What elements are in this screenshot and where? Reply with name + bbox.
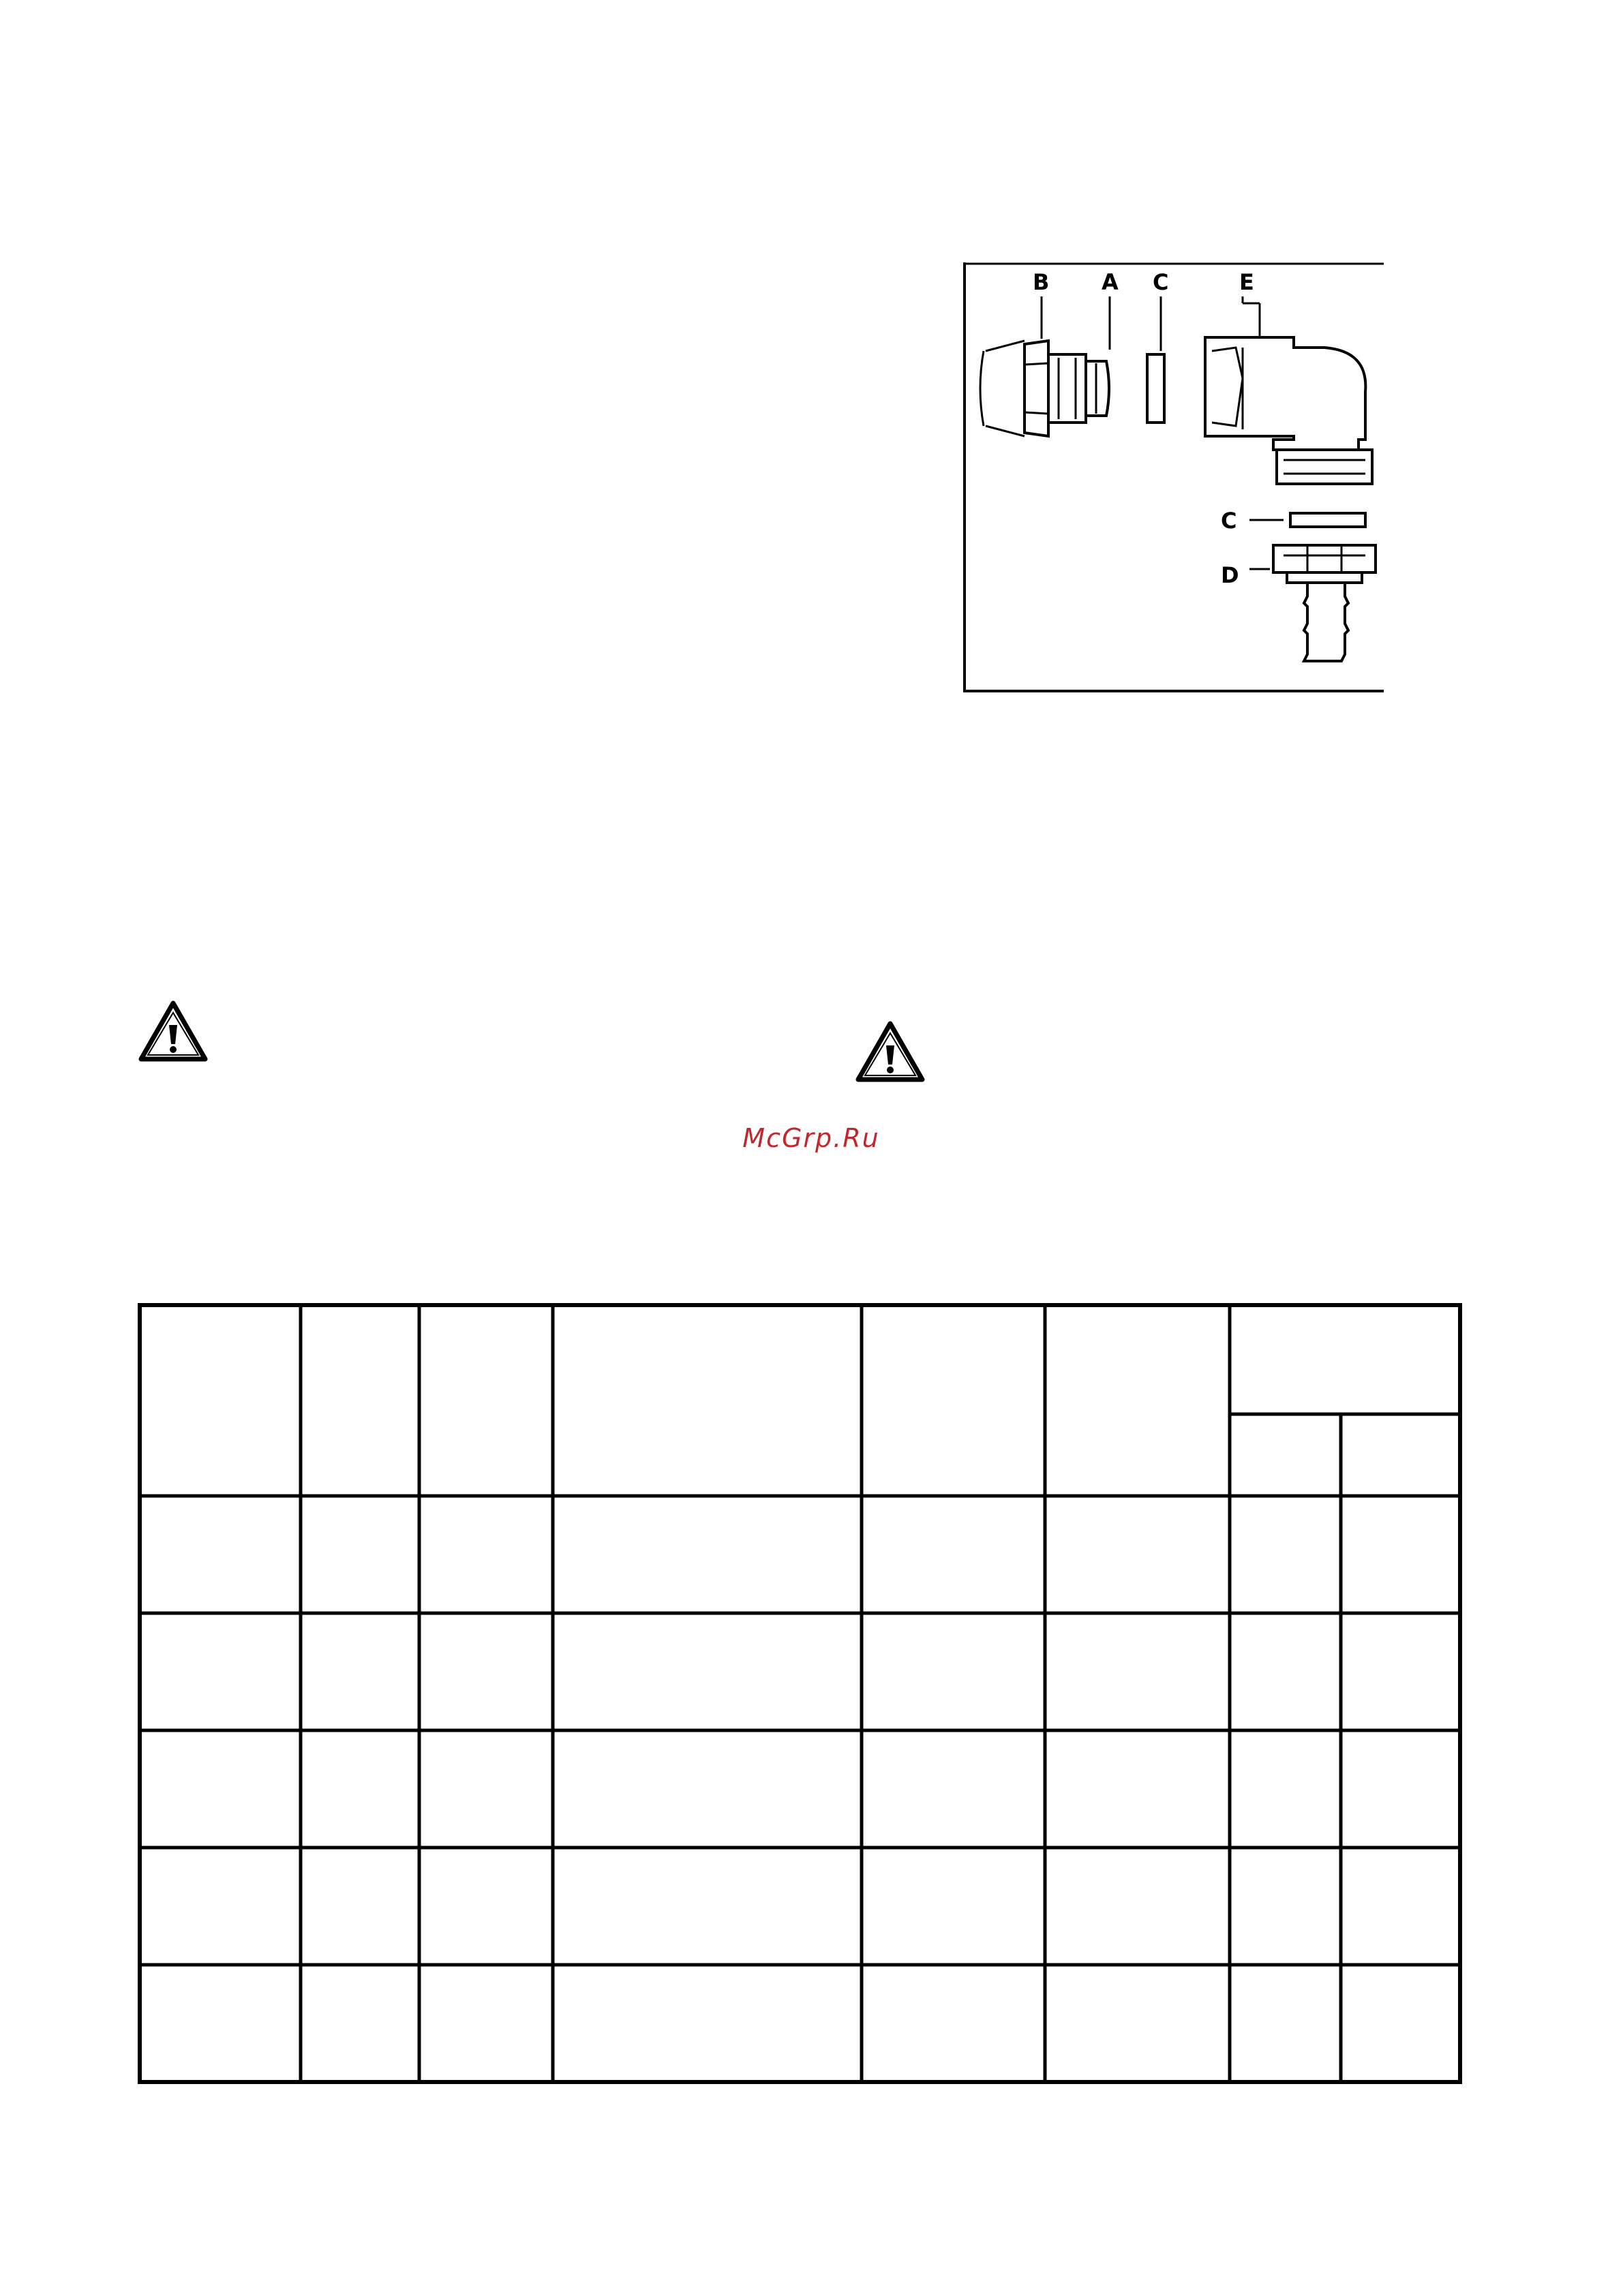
label-b: B xyxy=(1033,269,1050,295)
watermark-text: McGrp.Ru xyxy=(742,1123,880,1153)
label-d: D xyxy=(1221,562,1239,588)
label-a: A xyxy=(1102,269,1119,295)
label-e: E xyxy=(1239,269,1254,295)
label-c-top: C xyxy=(1153,269,1169,295)
label-c-side: C xyxy=(1221,508,1237,534)
